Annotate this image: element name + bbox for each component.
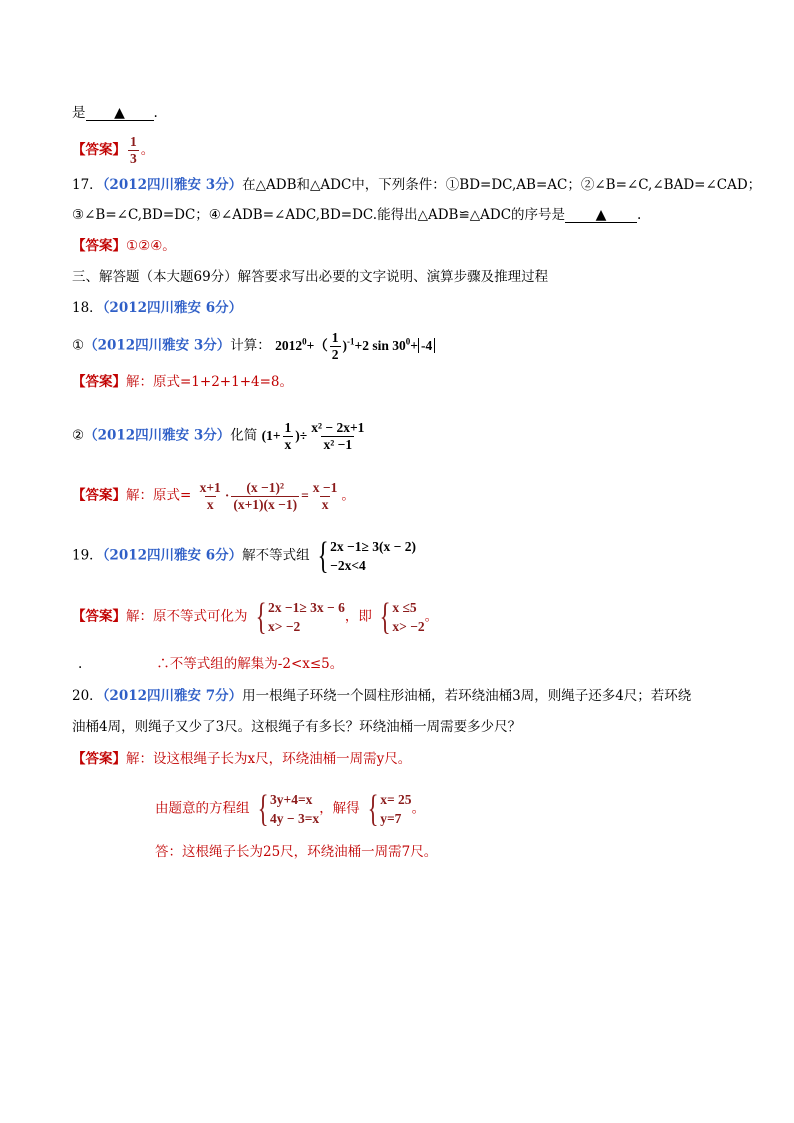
answer-tag: 【答案】 xyxy=(72,608,126,625)
source-tag: （2012四川雅安 3分） xyxy=(102,177,243,193)
answer-16: 【答案】 $\frac{1}{3}$ 。 xyxy=(72,134,155,166)
fraction: $\frac{1}{3}$ xyxy=(130,134,137,166)
section-heading: 三、解答题（本大题69分）解答要求写出必要的文字说明、演算步骤及推理过程 xyxy=(72,269,549,285)
answer-tag: 【答案】 xyxy=(72,142,126,158)
triangle-icon: ▲ xyxy=(114,105,125,121)
question-18-part2: ②（2012四川雅安 3分）化简 (1+ $\frac{1}{x}$ )÷ $\frac{\text{x² − 2x+1}}{\text{x² −1}}$ xyxy=(72,420,368,453)
question-20-line1: 20．（2012四川雅安 7分）用一根绳子环绕一个圆柱形油桶，若环绕油桶3周，则绳子还多4尺；若环绕 xyxy=(72,688,692,704)
answer-tag: 【答案】 xyxy=(72,487,126,504)
source-tag: （2012四川雅安 6分） xyxy=(102,300,243,316)
answer-20-line3: 答：这根绳子长为25尺，环绕油桶一周需7尺。 xyxy=(155,844,438,860)
question-17-line1: 17．（2012四川雅安 3分）在△ADB和△ADC中，下列条件：①BD=DC,AB=AC；②∠B=∠C,∠BAD=∠CAD； xyxy=(72,177,762,193)
triangle-icon: ▲ xyxy=(595,207,607,223)
math-expression: (1+ $\frac{1}{x}$ )÷ $\frac{\text{x² − 2x+1}}{\text{x² −1}}$ xyxy=(261,420,365,452)
solution-system: { x ≤5 x> −2 xyxy=(379,596,425,638)
question-19: 19．（2012四川雅安 6分）解不等式组 { 2x −1≥ 3(x − 2) −2x<4 xyxy=(72,535,416,577)
question-18-part1: ①（2012四川雅安 3分）计算： $2012^0+$（ $\frac{1}{2}$ )$^{-1}$+2 $\sin 30^0+ -4$ xyxy=(72,330,435,363)
equation-system: { 3y+4=x 4y − 3=x xyxy=(257,788,320,830)
answer-tag: 【答案】 xyxy=(72,238,126,254)
source-tag: （2012四川雅安 3分） xyxy=(84,337,231,354)
math-expression: $2012^0+$（ $\frac{1}{2}$ )$^{-1}$+2 $\sin 30^0+ -4$ xyxy=(275,338,435,353)
inequality-system: { 2x −1≥ 3(x − 2) −2x<4 xyxy=(317,535,416,577)
source-tag: （2012四川雅安 3分） xyxy=(84,427,231,444)
answer-18-part1: 【答案】解：原式=1+2+1+4=8。 xyxy=(72,374,294,390)
answer-tag: 【答案】 xyxy=(72,374,126,390)
math-expression: $\frac{x+1}{x}$ · $\frac{\text{(x −1)²}}{(x+1)(x -1)}$ = $\frac{x -1}{x}$ xyxy=(199,480,338,512)
answer-tag: 【答案】 xyxy=(72,751,126,767)
source-tag: （2012四川雅安 6分） xyxy=(102,547,243,564)
solution-system: { x= 25 y=7 xyxy=(367,788,412,830)
answer-18-part2: 【答案】解：原式= $\frac{x+1}{x}$ · $\frac{\text{(x −1)²}}{(x+1)(x -1)}$ = $\frac{x -1}{x}$ 。 xyxy=(72,480,355,512)
answer-17: 【答案】①②④。 xyxy=(72,238,176,254)
q16-continuation: 是 ▲ . xyxy=(72,105,158,121)
inequality-system: { 2x −1≥ 3x − 6 x> −2 xyxy=(255,596,345,638)
answer-20-line2: 由题意的方程组 { 3y+4=x 4y − 3=x ，解得 { x= 25 y=7 。 xyxy=(155,788,426,830)
question-20-line2: 油桶4周，则绳子又少了3尺。这根绳子有多长？环绕油桶一周需要多少尺？ xyxy=(72,719,522,735)
answer-19-conclusion: . ∴不等式组的解集为-2<x≤5。 xyxy=(78,656,344,672)
answer-20-line1: 【答案】解：设这根绳子长为x尺，环绕油桶一周需y尺。 xyxy=(72,751,412,767)
question-17-line2: ③∠B=∠C,BD=DC；④∠ADB=∠ADC,BD=DC.能得出△ADB≌△ADC的序号是 ▲ . xyxy=(72,207,642,223)
answer-19: 【答案】解：原不等式可化为 { 2x −1≥ 3x − 6 x> −2 ，即 { x ≤5 x> −2 。 xyxy=(72,596,439,638)
answer-blank xyxy=(86,106,154,121)
answer-blank xyxy=(565,208,637,223)
source-tag: （2012四川雅安 7分） xyxy=(102,688,243,704)
question-18: 18．（2012四川雅安 6分） xyxy=(72,300,243,316)
